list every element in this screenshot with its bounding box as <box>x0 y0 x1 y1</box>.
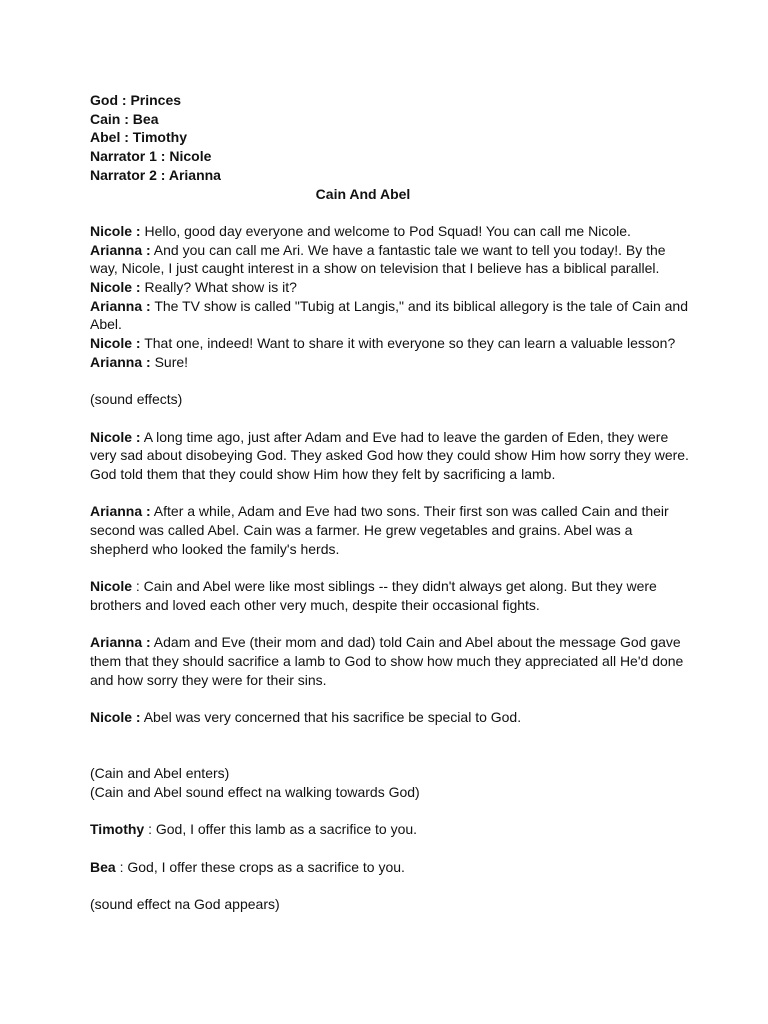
speaker-name: Nicole : <box>90 279 141 296</box>
spacer <box>90 689 690 708</box>
dialogue-text: Really? What show is it? <box>140 279 297 296</box>
dialogue-line <box>90 297 690 334</box>
dialogue-text: Abel was very concerned that his sacrifice be special to God. <box>140 709 522 726</box>
speaker-name: Bea <box>90 858 116 875</box>
speaker-name: Nicole : <box>90 335 141 352</box>
dialogue-line <box>90 820 690 839</box>
dialogue-line <box>90 222 690 241</box>
cast-separator: : <box>120 129 133 146</box>
dialogue-line <box>90 428 690 484</box>
cast-role: Narrator 1 <box>90 148 157 165</box>
cast-entry <box>90 91 690 110</box>
speaker-name: Nicole : <box>90 709 141 726</box>
speaker-name: Nicole : <box>90 222 141 239</box>
spacer <box>90 484 690 503</box>
dialogue-line <box>90 858 690 877</box>
cast-entry <box>90 110 690 129</box>
spacer <box>90 615 690 634</box>
cast-role: Narrator 2 <box>90 166 157 183</box>
script-page <box>90 91 690 914</box>
dialogue-text: And you can call me Ari. We have a fantastic tale we want to tell you today!. By the way, Nicole, I just caught interest in a show on television that I believe has a biblical parallel. <box>90 241 666 277</box>
speaker-name: Nicole : <box>90 428 141 445</box>
stage-direction: (Cain and Abel enters) <box>90 765 230 782</box>
spacer <box>90 802 690 821</box>
speaker-name: Arianna : <box>90 241 151 258</box>
cast-separator: : <box>120 110 133 127</box>
dialogue-line <box>90 502 690 558</box>
dialogue-line <box>90 278 690 297</box>
cast-entry <box>90 166 690 185</box>
spacer <box>90 203 690 222</box>
dialogue-text: : God, I offer this lamb as a sacrifice to you. <box>144 821 418 838</box>
spacer <box>90 559 690 578</box>
cast-entry <box>90 147 690 166</box>
speaker-name: Nicole <box>90 578 133 595</box>
speaker-name: Arianna : <box>90 297 151 314</box>
cast-separator: : <box>118 92 131 108</box>
script-body <box>90 222 690 914</box>
dialogue-text: : God, I offer these crops as a sacrifice to you. <box>115 858 405 875</box>
dialogue-line <box>90 334 690 353</box>
dialogue-line <box>90 241 690 278</box>
dialogue-text: The TV show is called "Tubig at Langis," and its biblical allegory is the tale of Cain and Abel. <box>90 297 688 333</box>
cast-role: God <box>90 92 118 108</box>
cast-entry <box>90 128 690 147</box>
speaker-name: Arianna : <box>90 634 151 651</box>
script-title: Cain And Abel <box>315 185 411 202</box>
cast-separator: : <box>156 166 169 183</box>
cast-list <box>90 91 690 185</box>
spacer <box>90 727 690 764</box>
stage-direction: (sound effects) <box>90 391 183 408</box>
speaker-name: Timothy <box>90 821 145 838</box>
cast-actor: Arianna <box>168 166 221 183</box>
dialogue-text: After a while, Adam and Eve had two sons. Their first son was called Cain and their second was called Abel. Cain was a farmer. He grew vegetables and grains. Abel was a shepherd who looked the family's herds. <box>90 503 669 557</box>
dialogue-text: A long time ago, just after Adam and Eve had to leave the garden of Eden, they were very sad about disobeying God. They asked God how they could show Him how sorry they were. God told them that they could show Him how they felt by sacrificing a lamb. <box>90 428 689 483</box>
cast-role: Cain <box>90 110 121 127</box>
dialogue-text: Adam and Eve (their mom and dad) told Cain and Abel about the message God gave them that they should sacrifice a lamb to God to show how much they appreciated all He'd done and how sorry they were for their sins. <box>90 634 684 688</box>
spacer <box>90 409 690 428</box>
dialogue-line <box>90 708 690 727</box>
dialogue-text: Hello, good day everyone and welcome to Pod Squad! You can call me Nicole. <box>140 222 631 239</box>
dialogue-text: That one, indeed! Want to share it with everyone so they can learn a valuable lesson? <box>140 335 676 352</box>
dialogue-line <box>90 353 690 372</box>
cast-actor: Timothy <box>132 129 187 146</box>
spacer <box>90 372 690 391</box>
cast-actor: Nicole <box>169 148 212 165</box>
dialogue-text: : Cain and Abel were like most siblings -- they didn't always get along. But they were brothers and loved each other very much, despite their occasional fights. <box>90 578 657 613</box>
cast-actor: Bea <box>132 110 159 127</box>
dialogue-line <box>90 633 690 689</box>
speaker-name: Arianna : <box>90 503 151 520</box>
cast-role: Abel <box>90 129 121 146</box>
stage-direction: (Cain and Abel sound effect na walking towards God) <box>90 783 420 800</box>
stage-direction: (sound effect na God appears) <box>90 896 280 913</box>
dialogue-text: Sure! <box>150 353 189 370</box>
spacer <box>90 876 690 895</box>
cast-actor: Princes <box>130 92 182 108</box>
spacer <box>90 839 690 858</box>
cast-separator: : <box>156 148 170 165</box>
speaker-name: Arianna : <box>90 353 151 370</box>
dialogue-line <box>90 577 690 614</box>
